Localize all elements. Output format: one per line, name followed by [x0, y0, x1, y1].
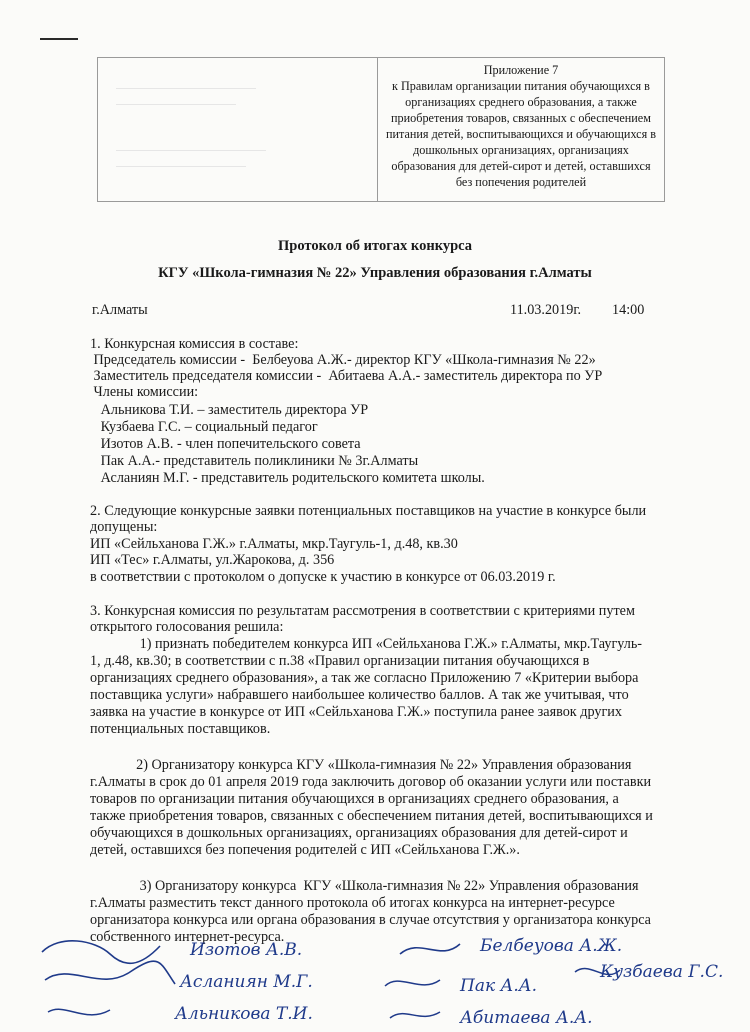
section3-3-line: 3) Организатору конкурса КГУ «Школа-гимназия № 22» Управления образования: [90, 878, 639, 894]
appendix-note: [378, 58, 664, 201]
section1-line: Члены комиссии:: [90, 384, 199, 400]
section3-2-line: обучающихся в дошкольных организациях, организациях образования для детей-сирот и: [90, 825, 628, 841]
section3-3-line: организатора конкурса или органа образования в случае отсутствия у организатора конкурса: [90, 912, 651, 928]
appendix-line: организациях среднего образования, а также: [405, 95, 637, 109]
section3-line: организациях среднего образования», а так же согласно Приложению 7 «Критерии выбора: [90, 670, 639, 686]
section1-line: Изотов А.В. - член попечительского совета: [90, 436, 361, 452]
appendix-table-left-cell: [98, 58, 378, 201]
signatures-area: [0, 932, 750, 1032]
section3-line: поставщика услуги» набравшего наибольшее количество баллов. А так же учитывая, что: [90, 687, 629, 703]
section1-line: Заместитель председателя комиссии - Абитаева А.А.- заместитель директора по УР: [90, 368, 603, 384]
bleed-through-line: [116, 104, 236, 105]
signature-izotov: Изотов А.В.: [190, 940, 303, 960]
appendix-line: Приложение 7: [483, 63, 559, 77]
section1-line: 1. Конкурсная комиссия в составе:: [90, 336, 299, 352]
signature-pak: Пак А.А.: [460, 976, 538, 996]
appendix-table: [97, 57, 665, 202]
city-label: г.Алматы: [92, 302, 148, 318]
section2-line: ИП «Тес» г.Алматы, ул.Жарокова, д. 356: [90, 552, 335, 568]
bleed-through-line: [116, 88, 256, 89]
section3-line: 1, д.48, кв.30; в соответствии с п.38 «Правил организации питания обучающихся в: [90, 653, 590, 669]
appendix-line: образования для детей-сирот и детей, оставшихся: [391, 159, 651, 173]
signature-alnikova: Альникова Т.И.: [175, 1004, 313, 1024]
section3-line: заявка на участие в конкурсе от ИП «Сейльханова Г.Ж.» поступила ранее заявок других: [90, 704, 622, 720]
appendix-line: питания детей, воспитывающихся и обучающихся в: [385, 127, 656, 141]
section3-3-line: собственного интернет-ресурса.: [90, 929, 285, 945]
section3-2-line: также приобретения товаров, связанных с обеспечением питания детей, воспитывающихся и: [90, 808, 653, 824]
appendix-line: дошкольных организациях, организациях: [413, 143, 629, 157]
section1-line: Кузбаева Г.С. – социальный педагог: [90, 419, 318, 435]
signature-belbeuova: Белбеуова А.Ж.: [480, 936, 623, 956]
section1-line: Альникова Т.И. – заместитель директора УР: [90, 402, 369, 418]
bleed-through-line: [116, 166, 246, 167]
section3-2-line: детей, оставшихся без попечения родителей с ИП «Сейльханова Г.Ж.».: [90, 842, 520, 858]
signature-abitaeva: Абитаева А.А.: [460, 1008, 593, 1028]
bleed-through-line: [116, 150, 266, 151]
signature-aslaniyan: Асланиян М.Г.: [180, 972, 313, 992]
section3-2-line: 2) Организатору конкурса КГУ «Школа-гимназия № 22» Управления образования: [90, 757, 632, 773]
section3-line: открытого голосования решила:: [90, 619, 284, 635]
section2-line: 2. Следующие конкурсные заявки потенциальных поставщиков на участие в конкурсе были: [90, 503, 647, 519]
appendix-line: приобретения товаров, связанных с обеспечением: [391, 111, 651, 125]
document-title: Протокол об итогах конкурса: [277, 238, 473, 254]
section3-3-line: г.Алматы разместить текст данного протокола об итогах конкурса на интернет-ресурсе: [90, 895, 615, 911]
section3-line: 3. Конкурсная комиссия по результатам рассмотрения в соответствии с критериями путем: [90, 603, 635, 619]
scan-edge-mark: [40, 38, 78, 40]
appendix-line: без попечения родителей: [455, 175, 587, 189]
document-subtitle: КГУ «Школа-гимназия № 22» Управления образования г.Алматы: [158, 265, 592, 281]
section3-line: потенциальных поставщиков.: [90, 721, 271, 737]
section1-line: Председатель комиссии - Белбеуова А.Ж.- директор КГУ «Школа-гимназия № 22»: [90, 352, 596, 368]
signature-kuzbaeva: Кузбаева Г.С.: [600, 962, 724, 982]
section1-line: Пак А.А.- представитель поликлиники № 3г.Алматы: [90, 453, 419, 469]
section2-line: допущены:: [90, 519, 158, 535]
date-label: 11.03.2019г.: [510, 302, 582, 318]
section2-line: в соответствии с протоколом о допуске к участию в конкурсе от 06.03.2019 г.: [90, 569, 556, 585]
appendix-line: к Правилам организации питания обучающихся в: [392, 79, 650, 93]
section2-line: ИП «Сейльханова Г.Ж.» г.Алматы, мкр.Таугуль-1, д.48, кв.30: [90, 536, 458, 552]
section3-line: 1) признать победителем конкурса ИП «Сейльханова Г.Ж.» г.Алматы, мкр.Таугуль-: [90, 636, 643, 652]
time-label: 14:00: [612, 302, 645, 318]
section1-line: Асланиян М.Г. - представитель родительского комитета школы.: [90, 470, 485, 486]
signature-strokes: [0, 932, 750, 1032]
section3-2-line: г.Алматы в срок до 01 апреля 2019 года заключить договор об оказании услуги или поставки: [90, 774, 652, 790]
section3-2-line: товаров по организации питания обучающихся в организациях среднего образования, а: [90, 791, 619, 807]
